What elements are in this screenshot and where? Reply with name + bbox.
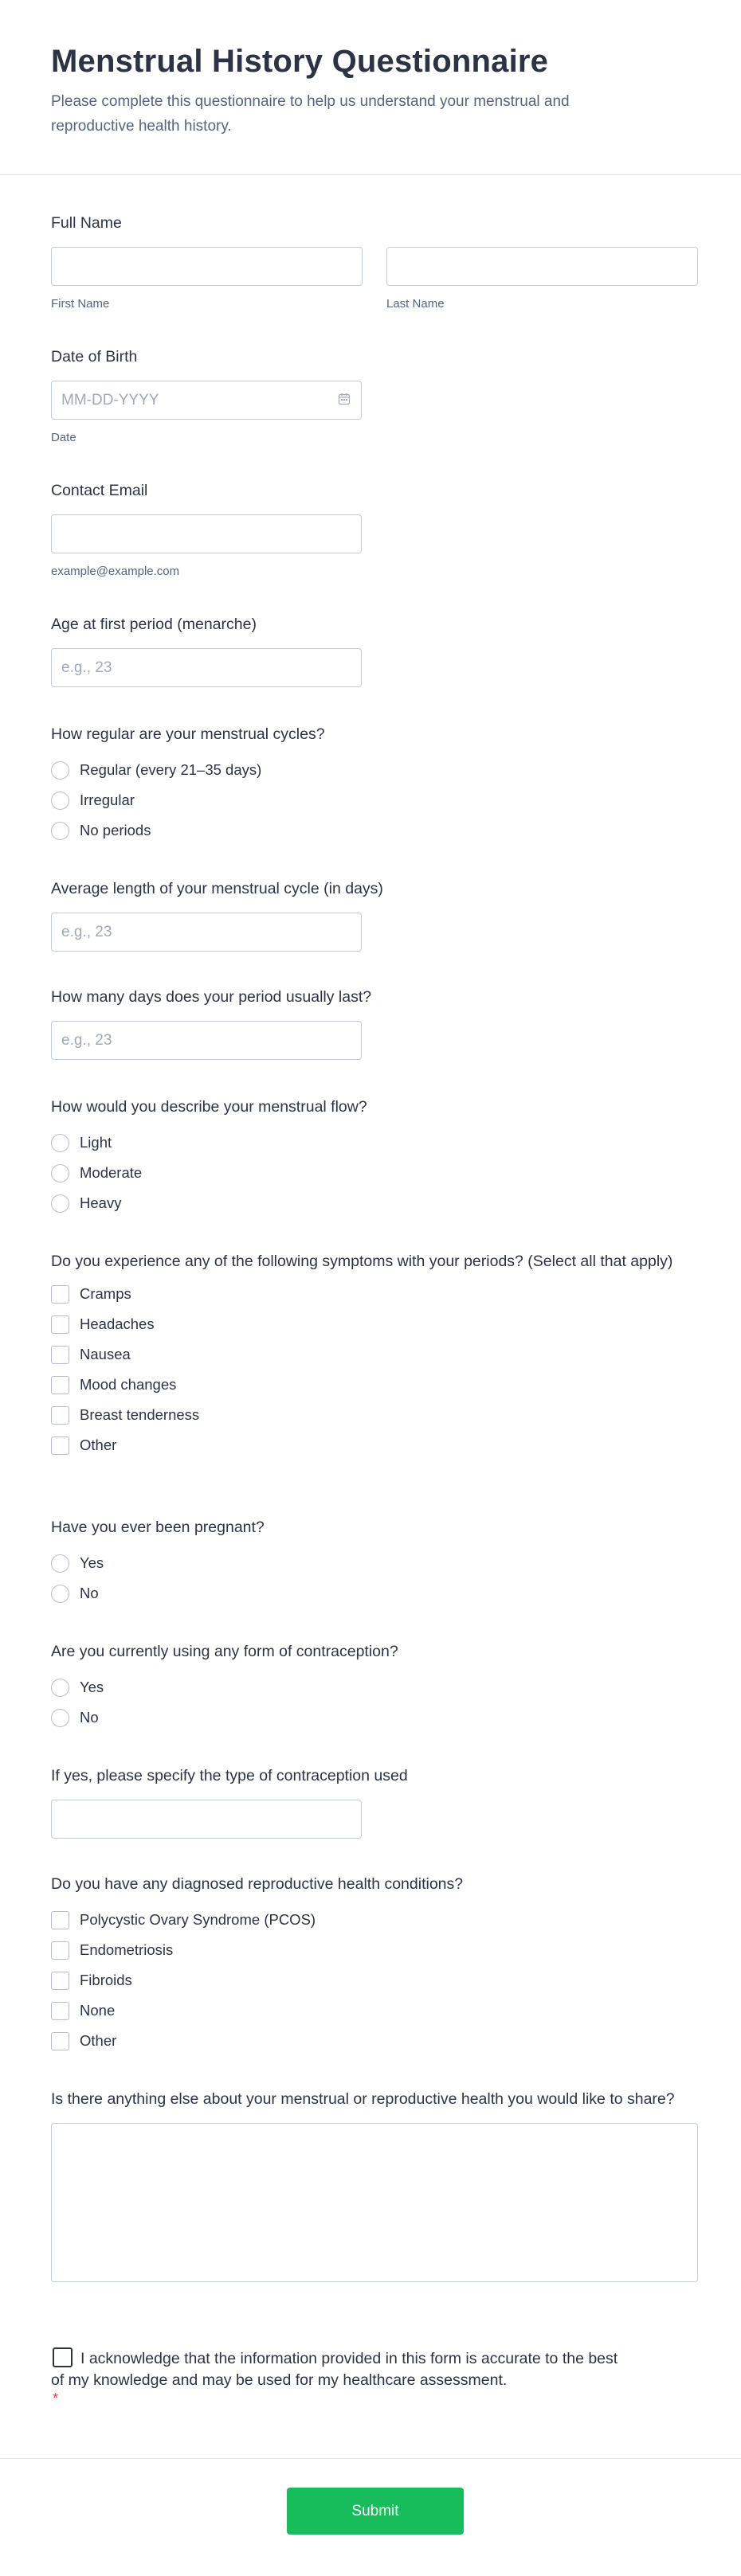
pregnant-option-no[interactable]: No bbox=[51, 1578, 698, 1609]
symptom-option-nausea[interactable]: Nausea bbox=[51, 1339, 698, 1370]
form-footer-divider bbox=[0, 2458, 741, 2459]
first-name-sublabel: First Name bbox=[51, 297, 110, 311]
checkbox[interactable] bbox=[51, 1911, 69, 1929]
checkbox[interactable] bbox=[51, 1315, 69, 1334]
cycle-length-input[interactable] bbox=[51, 913, 362, 952]
submit-button[interactable]: Submit bbox=[287, 2488, 464, 2535]
regularity-field bbox=[51, 725, 698, 846]
symptom-option-other[interactable]: Other bbox=[51, 1430, 698, 1460]
dob-input[interactable] bbox=[51, 381, 362, 420]
checkbox[interactable] bbox=[51, 1437, 69, 1455]
checkbox[interactable] bbox=[51, 2002, 69, 2020]
acknowledgement-text: I acknowledge that the information provided in this form is accurate to the best of my knowledge and may be used for my healthcare assessment. bbox=[51, 2350, 618, 2389]
page-subtitle: Please complete this questionnaire to help us understand your menstrual and reproductive health history. bbox=[51, 93, 570, 135]
acknowledgement-field bbox=[51, 2347, 698, 2406]
menarche-input[interactable] bbox=[51, 648, 362, 687]
additional-info-textarea[interactable] bbox=[51, 2123, 698, 2282]
period-days-input[interactable] bbox=[51, 1021, 362, 1060]
symptom-option-breast-tenderness[interactable]: Breast tenderness bbox=[51, 1400, 698, 1430]
acknowledgement-checkbox[interactable] bbox=[53, 2347, 73, 2367]
flow-option-light[interactable]: Light bbox=[51, 1128, 698, 1158]
email-field bbox=[51, 481, 698, 578]
cycle-length-label: Average length of your menstrual cycle (in days) bbox=[51, 880, 383, 897]
condition-option-fibroids[interactable]: Fibroids bbox=[51, 1965, 698, 1996]
radio-button[interactable] bbox=[51, 1194, 69, 1213]
regularity-option-regular[interactable]: Regular (every 21–35 days) bbox=[51, 755, 698, 785]
email-input[interactable] bbox=[51, 514, 362, 553]
condition-option-none[interactable]: None bbox=[51, 1996, 698, 2026]
dob-sublabel: Date bbox=[51, 431, 76, 444]
radio-button[interactable] bbox=[51, 1164, 69, 1182]
checkbox[interactable] bbox=[51, 2032, 69, 2050]
pregnant-option-yes[interactable]: Yes bbox=[51, 1548, 698, 1578]
menarche-field bbox=[51, 615, 698, 687]
dob-label: Date of Birth bbox=[51, 348, 138, 365]
menarche-label: Age at first period (menarche) bbox=[51, 616, 257, 633]
additional-info-label: Is there anything else about your menstrual or reproductive health you would like to share? bbox=[51, 2090, 675, 2108]
conditions-label: Do you have any diagnosed reproductive health conditions? bbox=[51, 1875, 464, 1893]
page-title: Menstrual History Questionnaire bbox=[51, 44, 549, 79]
pregnant-label: Have you ever been pregnant? bbox=[51, 1519, 265, 1536]
radio-button[interactable] bbox=[51, 1679, 69, 1697]
symptoms-field bbox=[51, 1252, 698, 1460]
flow-label: How would you describe your menstrual flow? bbox=[51, 1098, 367, 1116]
condition-option-endometriosis[interactable]: Endometriosis bbox=[51, 1935, 698, 1965]
regularity-label: How regular are your menstrual cycles? bbox=[51, 725, 325, 743]
regularity-option-irregular[interactable]: Irregular bbox=[51, 785, 698, 815]
radio-button[interactable] bbox=[51, 792, 69, 810]
checkbox[interactable] bbox=[51, 1406, 69, 1425]
regularity-option-none[interactable]: No periods bbox=[51, 815, 698, 846]
flow-option-heavy[interactable]: Heavy bbox=[51, 1188, 698, 1218]
checkbox[interactable] bbox=[51, 1941, 69, 1960]
radio-button[interactable] bbox=[51, 1134, 69, 1152]
full-name-label: Full Name bbox=[51, 214, 122, 232]
contraception-label: Are you currently using any form of contraception? bbox=[51, 1643, 398, 1660]
period-days-label: How many days does your period usually last? bbox=[51, 988, 372, 1006]
contraception-type-input[interactable] bbox=[51, 1800, 362, 1839]
acknowledgement-label bbox=[51, 2347, 625, 2391]
dob-field bbox=[51, 347, 698, 444]
first-name-input[interactable] bbox=[51, 247, 363, 286]
checkbox[interactable] bbox=[51, 1972, 69, 1990]
conditions-field bbox=[51, 1874, 698, 2056]
flow-field bbox=[51, 1097, 698, 1218]
contraception-type-field bbox=[51, 1766, 698, 1839]
full-name-field bbox=[51, 213, 698, 311]
flow-option-moderate[interactable]: Moderate bbox=[51, 1158, 698, 1188]
symptom-option-cramps[interactable]: Cramps bbox=[51, 1279, 698, 1309]
contraception-option-no[interactable]: No bbox=[51, 1702, 698, 1733]
period-days-field bbox=[51, 987, 698, 1060]
additional-info-field bbox=[51, 2089, 698, 2282]
contraception-option-yes[interactable]: Yes bbox=[51, 1672, 698, 1702]
contraception-type-label: If yes, please specify the type of contraception used bbox=[51, 1767, 408, 1784]
condition-option-pcos[interactable]: Polycystic Ovary Syndrome (PCOS) bbox=[51, 1905, 698, 1935]
calendar-icon[interactable] bbox=[338, 393, 351, 405]
last-name-sublabel: Last Name bbox=[386, 297, 445, 311]
contraception-field bbox=[51, 1642, 698, 1733]
checkbox[interactable] bbox=[51, 1346, 69, 1364]
required-asterisk: * bbox=[53, 2390, 59, 2406]
radio-button[interactable] bbox=[51, 822, 69, 840]
checkbox[interactable] bbox=[51, 1285, 69, 1304]
symptom-option-headaches[interactable]: Headaches bbox=[51, 1309, 698, 1339]
checkbox[interactable] bbox=[51, 1376, 69, 1394]
email-sublabel: example@example.com bbox=[51, 565, 180, 578]
symptoms-label: Do you experience any of the following symptoms with your periods? (Select all that apply) bbox=[51, 1253, 673, 1270]
radio-button[interactable] bbox=[51, 1554, 69, 1573]
radio-button[interactable] bbox=[51, 761, 69, 780]
last-name-input[interactable] bbox=[386, 247, 698, 286]
radio-button[interactable] bbox=[51, 1709, 69, 1727]
email-label: Contact Email bbox=[51, 482, 148, 499]
pregnant-field bbox=[51, 1518, 698, 1609]
symptom-option-mood-changes[interactable]: Mood changes bbox=[51, 1370, 698, 1400]
form-header bbox=[0, 0, 741, 175]
condition-option-other[interactable]: Other bbox=[51, 2026, 698, 2056]
cycle-length-field bbox=[51, 879, 698, 952]
radio-button[interactable] bbox=[51, 1585, 69, 1603]
